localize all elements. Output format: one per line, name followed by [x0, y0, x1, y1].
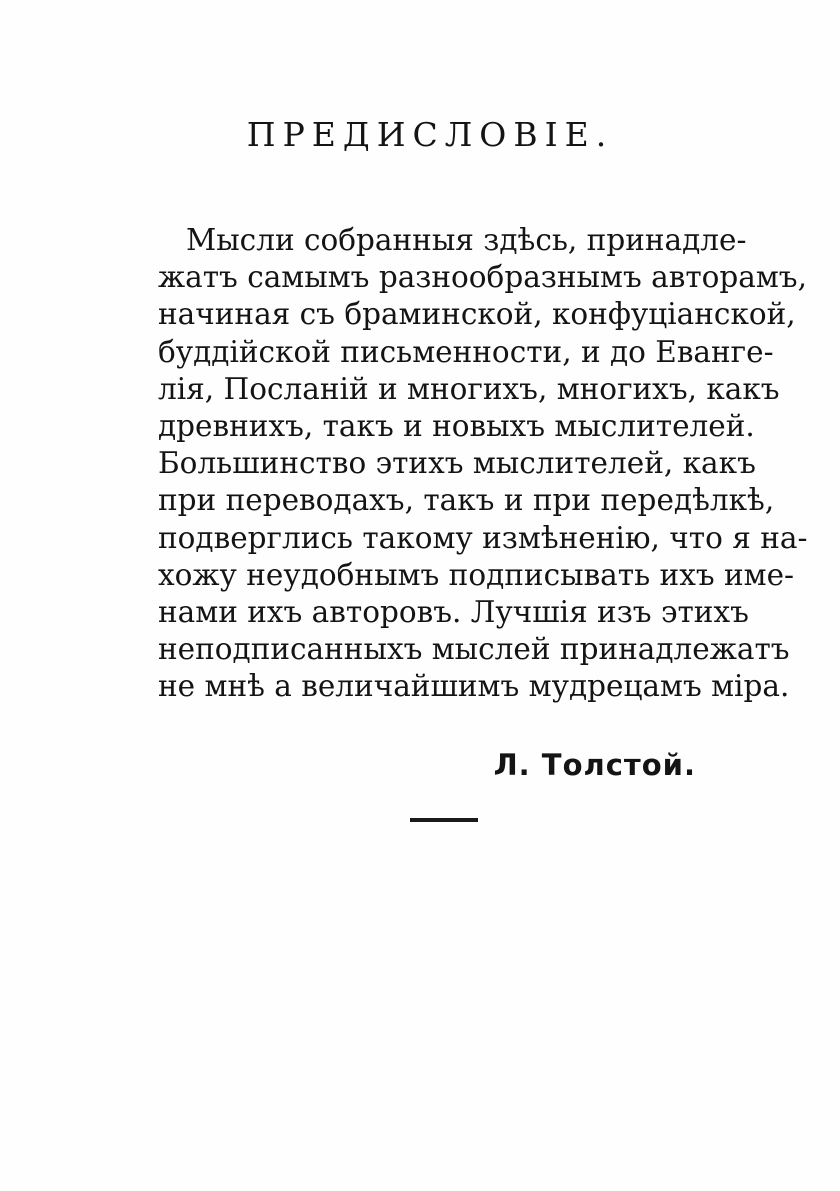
- text-line: при переводахъ, такъ и при передѣлкѣ,: [158, 483, 775, 518]
- text-line: древнихъ, такъ и новыхъ мыслителей.: [158, 408, 755, 443]
- text-line: буддійской письменности, и до Еванге-: [158, 334, 774, 369]
- text-line: Мысли собранныя здѣсь, принадле-: [186, 223, 747, 257]
- text-line: подверглись такому измѣненію, что я на-: [158, 520, 808, 555]
- text-line: начиная съ браминской, конфуціанской,: [158, 297, 796, 332]
- text-line: Большинство этихъ мыслителей, какъ: [158, 446, 756, 481]
- author-signature: Л. Толстой.: [493, 748, 696, 782]
- text-line: хожу неудобнымъ подписывать ихъ име-: [158, 557, 795, 592]
- text-line: лія, Посланій и многихъ, многихъ, какъ: [158, 371, 780, 406]
- preface-body: [158, 222, 808, 705]
- end-rule: [410, 818, 478, 822]
- page-title: ПРЕДИСЛОВІЕ.: [246, 115, 614, 154]
- text-line: не мнѣ а величайшимъ мудрецамъ міра.: [158, 669, 790, 704]
- text-line: нами ихъ авторовъ. Лучшія изъ этихъ: [158, 594, 749, 629]
- text-line: жатъ самымъ разнообразнымъ авторамъ,: [158, 260, 807, 295]
- text-line: неподписанныхъ мыслей принадлежатъ: [158, 632, 790, 667]
